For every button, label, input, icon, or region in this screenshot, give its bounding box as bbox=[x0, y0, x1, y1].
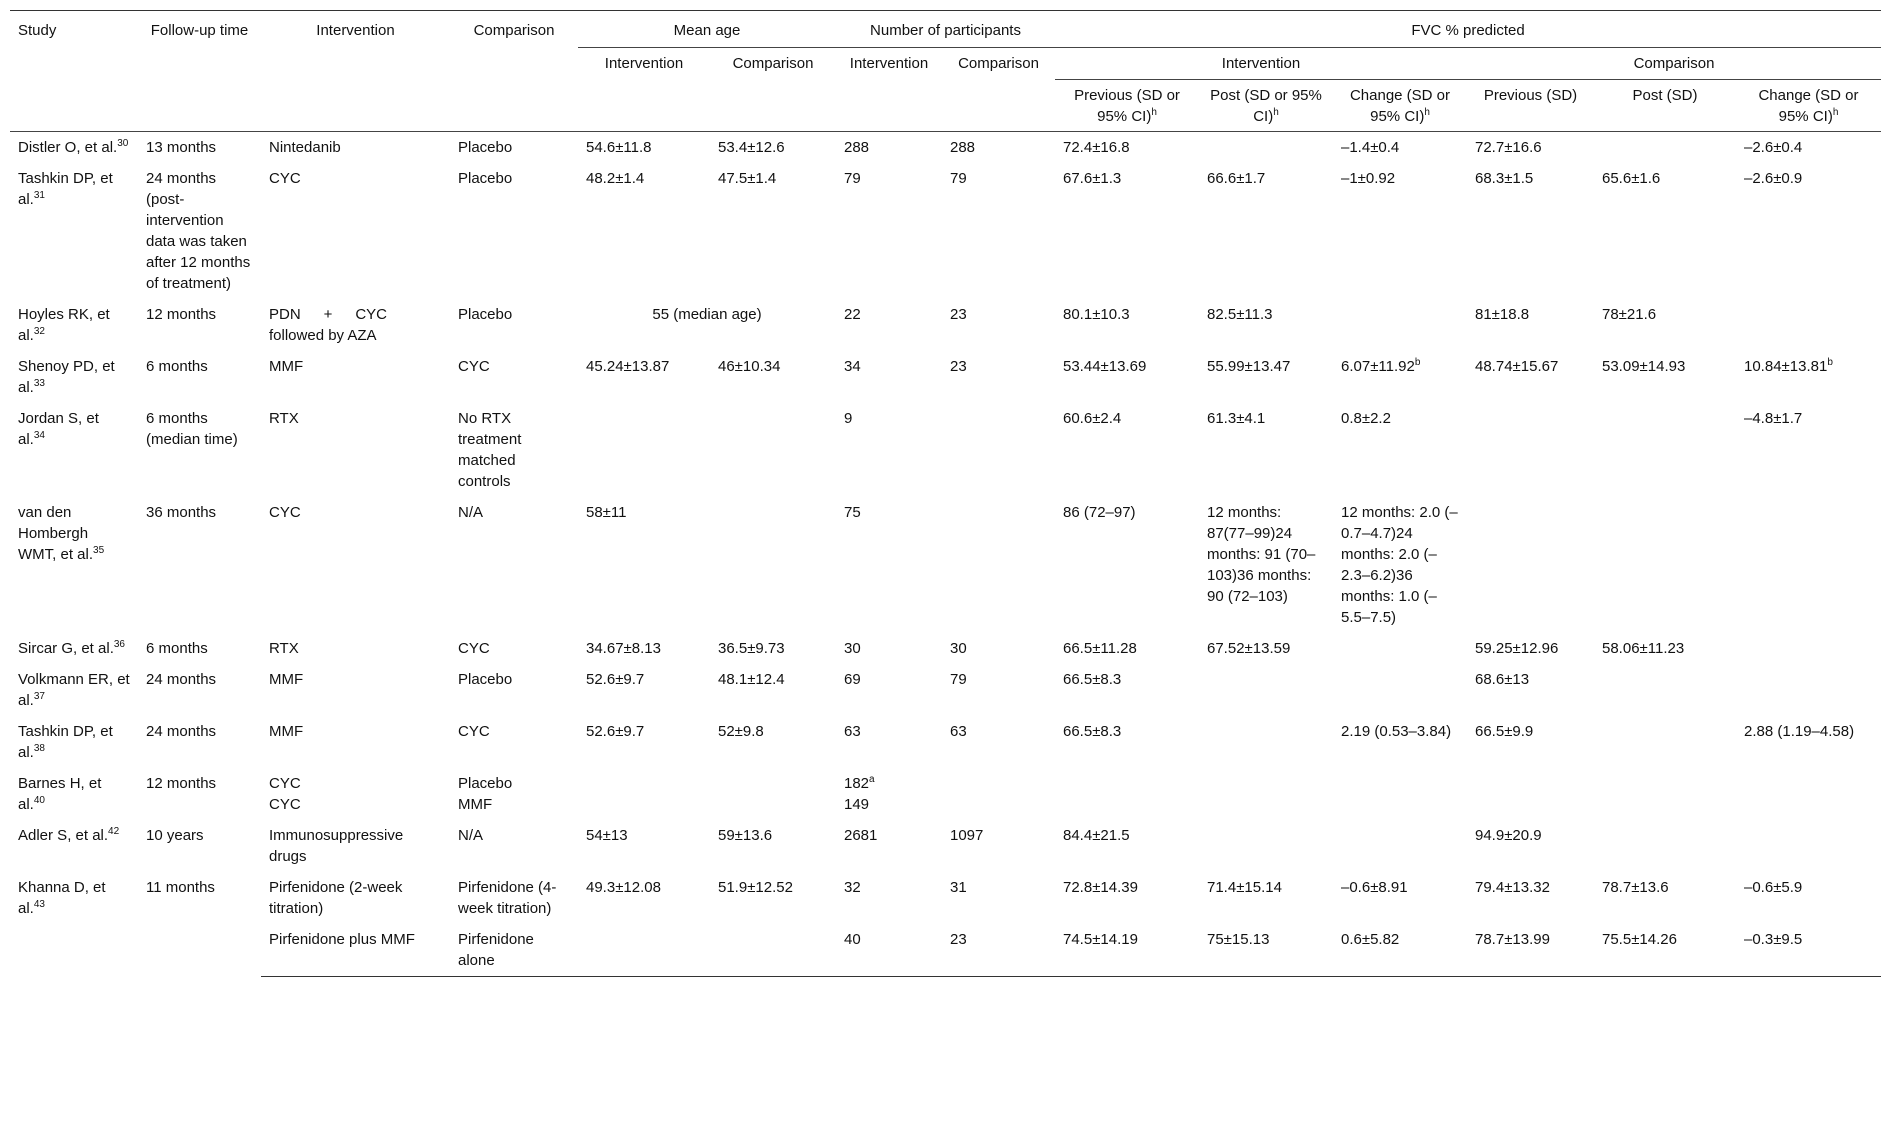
post-comp-cell: 75.5±14.26 bbox=[1594, 924, 1736, 977]
table-row bbox=[10, 924, 1881, 977]
prev-comp-cell: 78.7±13.99 bbox=[1467, 924, 1594, 977]
intervention-cell: MMF bbox=[269, 723, 304, 740]
header-fvc-intervention: Intervention bbox=[1055, 48, 1467, 80]
footnote-h: h bbox=[1151, 107, 1157, 118]
prev-int-cell: 72.4±16.8 bbox=[1063, 139, 1130, 156]
prev-comp-cell: 68.6±13 bbox=[1475, 671, 1530, 688]
change-comp-cell: –4.8±1.7 bbox=[1744, 410, 1803, 427]
table-body bbox=[10, 132, 1881, 977]
age-int-cell: 54.6±11.8 bbox=[586, 139, 652, 156]
prev-int-cell: 84.4±21.5 bbox=[1063, 827, 1130, 844]
post-comp-cell: 78.7±13.6 bbox=[1602, 879, 1669, 896]
followup-cell: 13 months bbox=[146, 139, 217, 156]
table-row bbox=[10, 403, 1881, 497]
comparison-cell: N/A bbox=[458, 504, 484, 521]
intervention-cell: MMF bbox=[269, 671, 304, 688]
comparison-cell: Pirfenidone (4-week titration) bbox=[458, 879, 557, 917]
post-comp-cell: 78±21.6 bbox=[1602, 306, 1657, 323]
header-age-comparison: Comparison bbox=[710, 48, 836, 132]
change-comp-cell: 10.84±13.81$^b$ bbox=[1744, 357, 1833, 375]
header-change-comp: Change (SD or 95% CI)$^h$ bbox=[1736, 80, 1881, 132]
header-followup: Follow-up time bbox=[138, 11, 261, 132]
study-cell: Barnes H, et al.$^{40}$ bbox=[18, 775, 102, 813]
comparison-cell: Placebo bbox=[458, 170, 513, 187]
age-comp-cell bbox=[710, 497, 836, 633]
prev-int-cell: 53.44±13.69 bbox=[1063, 358, 1147, 375]
change-comp-cell bbox=[1736, 299, 1881, 351]
age-comp-cell: 53.4±12.6 bbox=[718, 139, 785, 156]
header-study: Study bbox=[10, 11, 138, 132]
intervention-cell: RTX bbox=[269, 640, 299, 657]
prev-int-cell: 66.5±8.3 bbox=[1063, 723, 1122, 740]
change-comp-cell: –2.6±0.9 bbox=[1744, 170, 1803, 187]
followup-cell: 11 months bbox=[146, 879, 215, 896]
age-int-cell: 52.6±9.7 bbox=[586, 671, 645, 688]
change-comp-cell bbox=[1736, 497, 1881, 633]
post-int-cell bbox=[1199, 794, 1333, 820]
age-comp-cell: 48.1±12.4 bbox=[718, 671, 785, 688]
n-int-cell: 63 bbox=[844, 723, 861, 740]
comparison-cell: Placebo bbox=[458, 306, 513, 323]
prev-comp-cell: 79.4±13.32 bbox=[1475, 879, 1550, 896]
study-cell: Shenoy PD, et al.$^{33}$ bbox=[18, 358, 115, 396]
change-int-cell: 6.07±11.92$^b$ bbox=[1341, 357, 1421, 375]
prev-comp-cell: 81±18.8 bbox=[1475, 306, 1530, 323]
header-num-participants: Number of participants bbox=[836, 11, 1055, 48]
table-row bbox=[10, 664, 1881, 716]
n-comp-cell: 23 bbox=[950, 306, 967, 323]
n-comp-cell: 23 bbox=[950, 358, 967, 375]
intervention-cell: Immunosuppressive drugs bbox=[269, 827, 404, 865]
comparison-cell: CYC bbox=[458, 723, 490, 740]
prev-comp-cell bbox=[1467, 497, 1594, 633]
comparison-cell: Placebo bbox=[458, 671, 513, 688]
change-int-cell: 0.6±5.82 bbox=[1333, 924, 1467, 977]
age-comp-cell: 47.5±1.4 bbox=[718, 170, 777, 187]
n-comp-cell bbox=[942, 768, 1055, 794]
footnote-h: h bbox=[1424, 107, 1430, 118]
prev-int-cell: 67.6±1.3 bbox=[1063, 170, 1122, 187]
header-comparison: Comparison bbox=[450, 11, 578, 132]
change-int-cell bbox=[1333, 794, 1467, 820]
comparison-cell: Placebo bbox=[458, 139, 513, 156]
age-comp-cell bbox=[710, 794, 836, 820]
prev-comp-cell: 94.9±20.9 bbox=[1475, 827, 1542, 844]
n-comp-cell: 31 bbox=[950, 879, 967, 896]
age-comp-cell bbox=[710, 924, 836, 977]
change-int-cell: –0.6±8.91 bbox=[1341, 879, 1408, 896]
followup-cell: 10 years bbox=[146, 827, 204, 844]
change-int-cell: 12 months: 2.0 (–0.7–4.7)24 months: 2.0 (–2.3–6.2)36 months: 1.0 (–5.5–7.5) bbox=[1341, 504, 1458, 626]
study-cell: van den Hombergh WMT, et al.$^{35}$ bbox=[18, 504, 105, 563]
comparison-cell: CYC bbox=[458, 358, 490, 375]
comparison-cell: CYC bbox=[458, 640, 490, 657]
table-row bbox=[10, 872, 1881, 924]
n-comp-cell bbox=[942, 497, 1055, 633]
n-int-cell: 288 bbox=[844, 139, 870, 156]
age-int-cell: 49.3±12.08 bbox=[586, 879, 661, 896]
fvc-studies-table bbox=[10, 10, 1881, 977]
table-row bbox=[10, 299, 1881, 351]
n-comp-cell bbox=[942, 403, 1055, 497]
n-int-cell: 75 bbox=[844, 504, 861, 521]
table-row bbox=[10, 351, 1881, 403]
prev-int-cell: 66.5±8.3 bbox=[1063, 671, 1122, 688]
prev-comp-cell: 66.5±9.9 bbox=[1475, 723, 1534, 740]
followup-cell: 6 months (median time) bbox=[146, 410, 238, 448]
header-fvc: FVC % predicted bbox=[1055, 11, 1881, 48]
intervention-cell: CYC bbox=[269, 504, 301, 521]
post-comp-cell: 53.09±14.93 bbox=[1602, 358, 1686, 375]
post-comp-cell bbox=[1594, 403, 1736, 497]
followup-cell: 36 months bbox=[146, 504, 217, 521]
post-int-cell: 71.4±15.14 bbox=[1207, 879, 1282, 896]
change-comp-cell: 2.88 (1.19–4.58) bbox=[1744, 723, 1855, 740]
comparison-cell: N/A bbox=[458, 827, 484, 844]
study-cell: Jordan S, et al.$^{34}$ bbox=[18, 410, 99, 448]
intervention-cell: Pirfenidone plus MMF bbox=[261, 924, 450, 977]
post-int-cell bbox=[1199, 716, 1333, 768]
prev-comp-cell bbox=[1467, 794, 1594, 820]
post-comp-cell bbox=[1594, 664, 1736, 716]
n-comp-cell: 63 bbox=[950, 723, 967, 740]
prev-int-cell: 86 (72–97) bbox=[1063, 504, 1136, 521]
n-int-cell: 32 bbox=[844, 879, 861, 896]
comparison-cell: MMF bbox=[458, 796, 493, 813]
prev-int-cell: 80.1±10.3 bbox=[1063, 306, 1130, 323]
age-comp-cell: 59±13.6 bbox=[718, 827, 773, 844]
n-comp-cell: 23 bbox=[942, 924, 1055, 977]
prev-int-cell bbox=[1055, 768, 1199, 794]
header-change-int: Change (SD or 95% CI)$^h$ bbox=[1333, 80, 1467, 132]
prev-int-cell: 66.5±11.28 bbox=[1063, 640, 1137, 657]
table-row bbox=[10, 768, 1881, 794]
age-comp-cell: 46±10.34 bbox=[718, 358, 781, 375]
intervention-cell: Pirfenidone (2-week titration) bbox=[269, 879, 403, 917]
change-int-cell bbox=[1333, 633, 1467, 664]
table-row bbox=[10, 716, 1881, 768]
change-int-cell: –1±0.92 bbox=[1341, 170, 1396, 187]
study-cell: Sircar G, et al.$^{36}$ bbox=[18, 639, 125, 657]
n-comp-cell: 1097 bbox=[950, 827, 984, 844]
n-comp-cell: 30 bbox=[950, 640, 967, 657]
table-row bbox=[10, 163, 1881, 299]
footnote-h: h bbox=[1832, 107, 1839, 118]
post-int-cell bbox=[1199, 664, 1333, 716]
study-cell: Khanna D, et al.$^{43}$ bbox=[18, 879, 106, 917]
post-comp-cell bbox=[1594, 716, 1736, 768]
table-container bbox=[10, 10, 1859, 977]
intervention-cell: Nintedanib bbox=[269, 139, 341, 156]
post-comp-cell: 58.06±11.23 bbox=[1602, 640, 1685, 657]
age-comp-cell bbox=[710, 768, 836, 794]
change-int-cell bbox=[1333, 768, 1467, 794]
age-comp-cell: 51.9±12.52 bbox=[718, 879, 793, 896]
followup-cell: 24 months bbox=[146, 671, 217, 688]
prev-comp-cell: 72.7±16.6 bbox=[1475, 139, 1542, 156]
header-intervention: Intervention bbox=[261, 11, 450, 132]
prev-int-cell: 74.5±14.19 bbox=[1055, 924, 1199, 977]
post-int-cell bbox=[1199, 132, 1333, 164]
change-comp-cell: –0.6±5.9 bbox=[1744, 879, 1803, 896]
age-comp-cell: 52±9.8 bbox=[718, 723, 764, 740]
n-int-cell: 69 bbox=[844, 671, 861, 688]
study-cell: Tashkin DP, et al.$^{38}$ bbox=[18, 723, 113, 761]
footnote-h: h bbox=[1273, 107, 1279, 118]
table-row bbox=[10, 633, 1881, 664]
table-row bbox=[10, 497, 1881, 633]
post-int-cell: 55.99±13.47 bbox=[1207, 358, 1291, 375]
prev-int-cell bbox=[1055, 794, 1199, 820]
change-comp-cell bbox=[1736, 633, 1881, 664]
header-n-intervention: Intervention bbox=[836, 48, 942, 132]
study-cell: Tashkin DP, et al.$^{31}$ bbox=[18, 170, 113, 208]
post-comp-cell: 65.6±1.6 bbox=[1602, 170, 1661, 187]
prev-comp-cell: 48.74±15.67 bbox=[1475, 358, 1559, 375]
change-comp-cell bbox=[1736, 664, 1881, 716]
post-comp-cell bbox=[1594, 794, 1736, 820]
change-int-cell bbox=[1333, 820, 1467, 872]
n-int-cell: 34 bbox=[844, 358, 861, 375]
table-row bbox=[10, 820, 1881, 872]
change-comp-cell: –0.3±9.5 bbox=[1736, 924, 1881, 977]
followup-cell: 6 months bbox=[146, 640, 208, 657]
prev-comp-cell bbox=[1467, 403, 1594, 497]
study-cell: Distler O, et al.$^{30}$ bbox=[18, 138, 129, 156]
header-post-int: Post (SD or 95% CI)$^h$ bbox=[1199, 80, 1333, 132]
age-int-cell bbox=[578, 768, 710, 794]
table-row bbox=[10, 794, 1881, 820]
age-int-cell bbox=[578, 403, 710, 497]
header-mean-age: Mean age bbox=[578, 11, 836, 48]
change-comp-cell: –2.6±0.4 bbox=[1744, 139, 1803, 156]
post-int-cell: 82.5±11.3 bbox=[1207, 306, 1273, 323]
post-comp-cell bbox=[1594, 497, 1736, 633]
age-merged-cell: 55 (median age) bbox=[652, 306, 762, 323]
age-comp-cell bbox=[710, 403, 836, 497]
change-int-cell: 0.8±2.2 bbox=[1341, 410, 1391, 427]
age-int-cell: 58±11 bbox=[586, 504, 627, 521]
intervention-cell: PDN + CYC followed by AZA bbox=[269, 306, 387, 344]
prev-comp-cell: 59.25±12.96 bbox=[1475, 640, 1559, 657]
followup-cell: 24 months bbox=[146, 723, 217, 740]
change-int-cell: –1.4±0.4 bbox=[1341, 139, 1400, 156]
change-int-cell bbox=[1333, 299, 1467, 351]
n-int-cell: 9 bbox=[844, 410, 853, 427]
study-cell: Volkmann ER, et al.$^{37}$ bbox=[18, 671, 130, 709]
n-int-cell: 182$^a$ bbox=[844, 774, 875, 792]
post-comp-cell bbox=[1594, 768, 1736, 794]
header-prev-comp: Previous (SD) bbox=[1467, 80, 1594, 132]
n-comp-cell: 79 bbox=[950, 170, 967, 187]
post-int-cell: 67.52±13.59 bbox=[1207, 640, 1291, 657]
post-int-cell: 75±15.13 bbox=[1199, 924, 1333, 977]
header-n-comparison: Comparison bbox=[942, 48, 1055, 132]
comparison-cell: Placebo bbox=[458, 775, 513, 792]
comparison-cell: Pirfenidone alone bbox=[450, 924, 578, 977]
header-age-intervention: Intervention bbox=[578, 48, 710, 132]
change-comp-cell bbox=[1736, 768, 1881, 794]
age-int-cell: 52.6±9.7 bbox=[586, 723, 645, 740]
post-int-cell: 61.3±4.1 bbox=[1207, 410, 1266, 427]
n-int-cell: 22 bbox=[844, 306, 861, 323]
change-comp-cell bbox=[1736, 794, 1881, 820]
intervention-cell: RTX bbox=[269, 410, 299, 427]
age-int-cell bbox=[578, 794, 710, 820]
study-cell: Adler S, et al.$^{42}$ bbox=[18, 826, 120, 844]
post-comp-cell bbox=[1594, 820, 1736, 872]
followup-cell: 24 months (post-intervention data was taken after 12 months of treatment) bbox=[146, 170, 251, 292]
age-int-cell: 48.2±1.4 bbox=[586, 170, 645, 187]
n-comp-cell: 288 bbox=[950, 139, 976, 156]
intervention-cell: CYC bbox=[269, 775, 301, 792]
n-comp-cell: 79 bbox=[950, 671, 967, 688]
followup-cell: 12 months bbox=[146, 775, 217, 792]
n-int-cell: 30 bbox=[844, 640, 861, 657]
followup-cell: 12 months bbox=[146, 306, 217, 323]
post-int-cell: 12 months: 87(77–99)24 months: 91 (70–103)36 months: 90 (72–103) bbox=[1207, 504, 1316, 605]
age-int-cell: 45.24±13.87 bbox=[586, 358, 670, 375]
age-int-cell bbox=[578, 924, 710, 977]
table-header bbox=[10, 11, 1881, 132]
intervention-cell: MMF bbox=[269, 358, 304, 375]
n-int-cell: 2681 bbox=[844, 827, 878, 844]
change-int-cell: 2.19 (0.53–3.84) bbox=[1341, 723, 1452, 740]
table-row bbox=[10, 132, 1881, 164]
age-int-cell: 34.67±8.13 bbox=[586, 640, 661, 657]
post-comp-cell bbox=[1594, 132, 1736, 164]
header-post-comp: Post (SD) bbox=[1594, 80, 1736, 132]
change-comp-cell bbox=[1736, 820, 1881, 872]
intervention-cell: CYC bbox=[269, 796, 301, 813]
intervention-cell: CYC bbox=[269, 170, 301, 187]
followup-cell: 6 months bbox=[146, 358, 208, 375]
prev-comp-cell bbox=[1467, 768, 1594, 794]
n-int-cell: 40 bbox=[836, 924, 942, 977]
study-cell: Hoyles RK, et al.$^{32}$ bbox=[18, 306, 110, 344]
prev-int-cell: 72.8±14.39 bbox=[1063, 879, 1138, 896]
post-int-cell bbox=[1199, 820, 1333, 872]
post-int-cell: 66.6±1.7 bbox=[1207, 170, 1266, 187]
prev-int-cell: 60.6±2.4 bbox=[1063, 410, 1122, 427]
prev-comp-cell: 68.3±1.5 bbox=[1475, 170, 1534, 187]
n-int-cell: 149 bbox=[844, 796, 870, 813]
age-int-cell: 54±13 bbox=[586, 827, 628, 844]
n-comp-cell bbox=[942, 794, 1055, 820]
comparison-cell: No RTX treatment matched controls bbox=[458, 410, 522, 490]
post-int-cell bbox=[1199, 768, 1333, 794]
header-prev-int: Previous (SD or 95% CI)$^h$ bbox=[1055, 80, 1199, 132]
n-int-cell: 79 bbox=[844, 170, 861, 187]
header-fvc-comparison: Comparison bbox=[1467, 48, 1881, 80]
age-comp-cell: 36.5±9.73 bbox=[718, 640, 785, 657]
change-int-cell bbox=[1333, 664, 1467, 716]
